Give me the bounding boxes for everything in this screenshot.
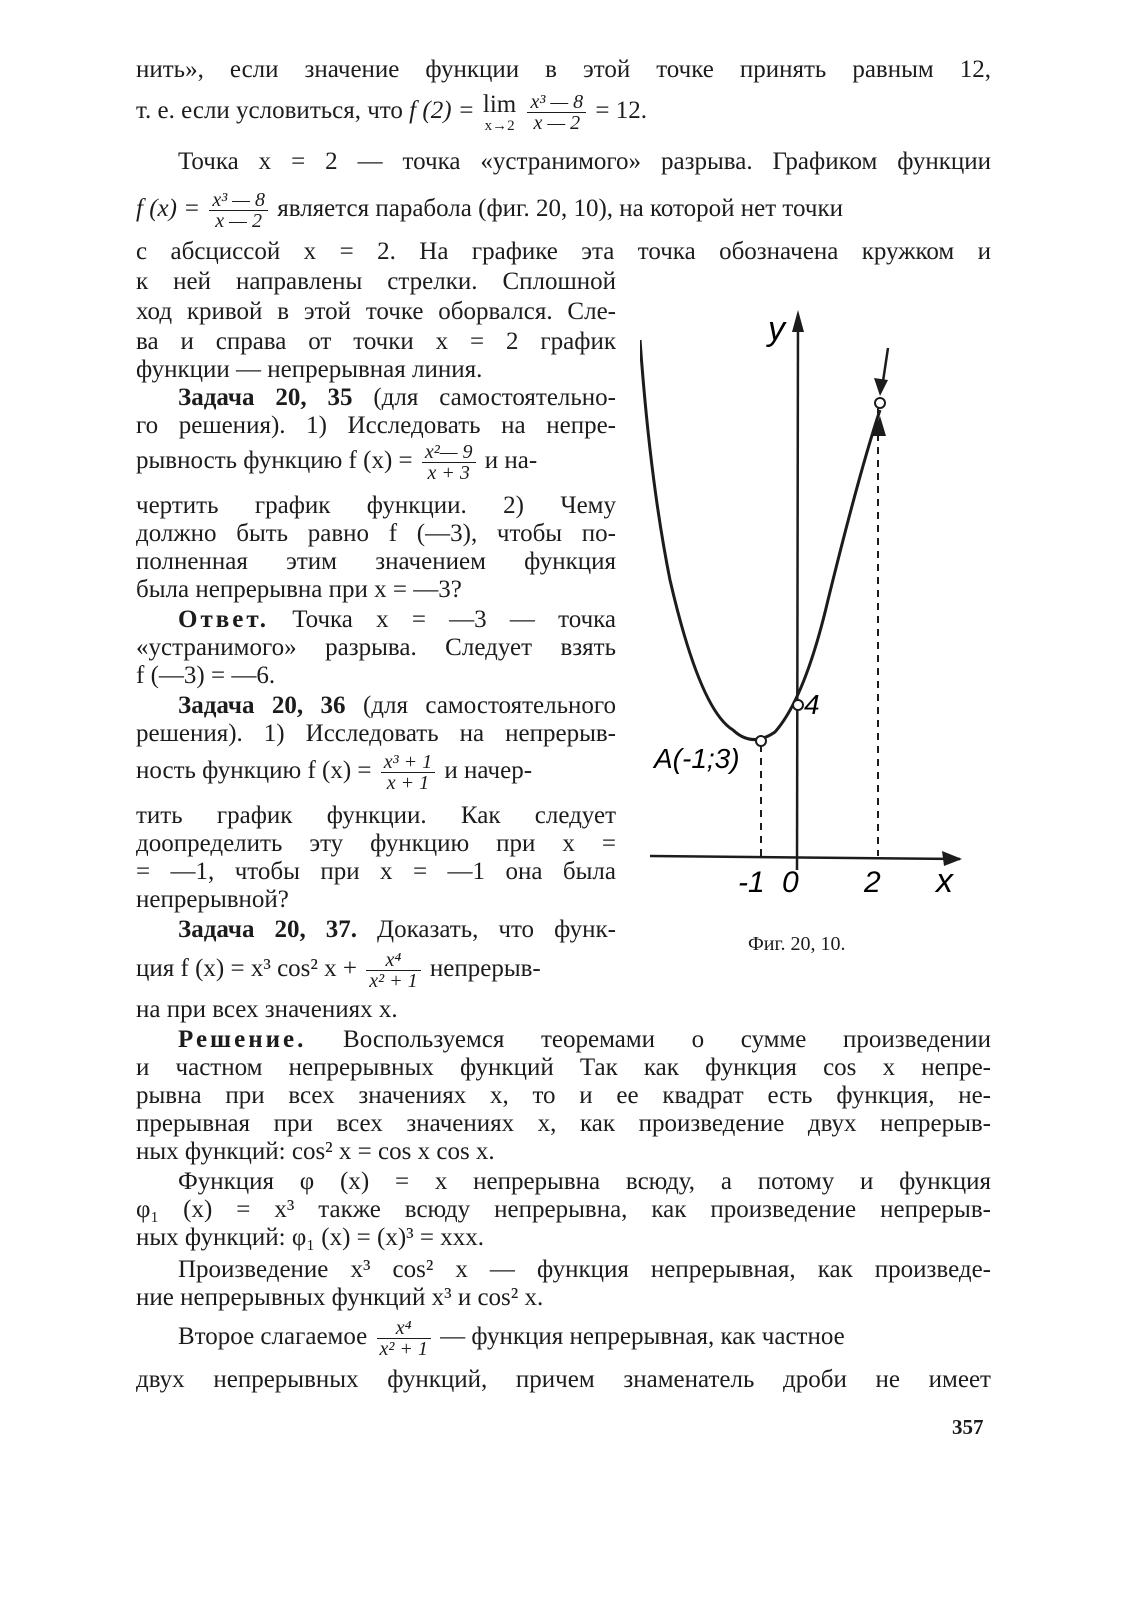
y-intercept-point-circle: [793, 700, 803, 710]
figure-caption: Фиг. 20, 10.: [748, 933, 846, 955]
point-4-label: 4: [804, 689, 820, 720]
problem-heading: Задача 20, 35 (для самостоятельно-: [178, 384, 616, 411]
text-line-function: ность функцию f (x) = $\frac{\text{x³ + 1}}{x + 1}$ и начер-: [136, 751, 533, 794]
x-axis-label: x: [936, 862, 953, 900]
text-line: ных функций: φ₁ (x) = (x)³ = xxx.: [136, 1224, 484, 1251]
y-axis: [797, 320, 798, 870]
page-number: 357: [952, 1415, 984, 1439]
text-line-function: ция f (x) = x³ cos² x + $\frac{\text{x⁴}}{\text{x² + 1}}$ непрерыв-: [136, 949, 541, 992]
y-axis-arrow: [792, 310, 804, 332]
x-axis: [650, 856, 960, 859]
text-line: Произведение x³ cos² x — функция непрерывная, как произведе-: [178, 1256, 991, 1283]
text-line: рывна при всех значениях x, то и ее квадрат есть функция, не-: [136, 1082, 991, 1109]
text-line-function: f (x) = $\frac{\text{x³ — 8}}{x — 2}$ является парабола (фиг. 20, 10), на которой нет точки: [136, 189, 843, 232]
limit-operator: lim x→2: [482, 91, 517, 134]
text-line: решения). 1) Исследовать на непрерыв-: [136, 720, 616, 747]
text-line: с абсциссой x = 2. На графике эта точка обозначена кружком и: [136, 238, 991, 265]
fraction: $\frac{\text{x³ + 1}}{x + 1}$: [381, 752, 435, 793]
text-line: полненная этим значением функция: [136, 548, 616, 575]
text-line: должно быть равно f (—3), чтобы по-: [136, 520, 616, 547]
parabola-curve: [640, 340, 880, 740]
text-line: «устранимого» разрыва. Следует взять: [136, 634, 616, 661]
math-expression: f (2) =: [409, 97, 475, 125]
text-line: ных функций: cos² x = cos x cos x.: [136, 1138, 495, 1165]
text-line: функции — непрерывная линия.: [136, 356, 483, 383]
text-line: и частном непрерывных функций Так как функция cos x непре-: [136, 1054, 991, 1081]
arrow-down-head: [874, 378, 888, 396]
text-line: чертить график функции. 2) Чему: [136, 492, 616, 519]
text-line: го решения). 1) Исследовать на непре-: [136, 412, 616, 439]
parabola-figure: [640, 300, 980, 900]
text-line: доопределить эту функцию при x =: [136, 830, 616, 857]
math-expression: f (x) =: [136, 195, 201, 223]
removed-point-circle: [875, 398, 885, 408]
text-line: к ней направлены стрелки. Сплошной: [136, 268, 616, 295]
text-line: была непрерывна при x = —3?: [136, 576, 462, 603]
text-line-function: Второе слагаемое $\frac{\text{x⁴}}{\text{x² + 1}}$ — функция непрерывная, как частное: [178, 1317, 845, 1360]
text-line-function: рывность функцию f (x) = $\frac{\text{x²— 9}}{x + 3}$ и на-: [136, 441, 538, 484]
text-line: на при всех значениях x.: [136, 996, 398, 1023]
text-line: ход кривой в этой точке оборвался. Сле-: [136, 298, 616, 325]
tick-label-neg1: -1: [738, 866, 765, 899]
fraction: $\frac{\text{x⁴}}{\text{x² + 1}}$: [366, 950, 420, 991]
text-line: ние непрерывных функций x³ и cos² x.: [136, 1284, 544, 1311]
fraction: $\frac{\text{x³ — 8}}{x — 2}$: [209, 190, 268, 231]
text-line: f (—3) = —6.: [136, 662, 276, 689]
problem-heading: Задача 20, 37. Доказать, что функ-: [178, 916, 616, 943]
text-line: Точка x = 2 — точка «устранимого» разрыва. Графиком функции: [178, 148, 991, 175]
vertex-point-circle: [756, 736, 766, 746]
fraction: $\frac{\text{x⁴}}{\text{x² + 1}}$: [377, 1318, 431, 1359]
solution-heading: Решение. Воспользуемся теоремами о сумме произведении: [178, 1026, 992, 1053]
fraction: $\frac{\text{x³ — 8}}{x — 2}$: [527, 92, 586, 133]
fraction: $\frac{\text{x²— 9}}{x + 3}$: [422, 442, 476, 483]
point-a-label: A(-1;3): [654, 743, 740, 774]
answer-line: Ответ. Точка x = —3 — точка: [178, 606, 617, 633]
y-axis-label: y: [768, 310, 785, 348]
text-line: = —1, чтобы при x = —1 она была: [136, 858, 616, 885]
text-line: ва и справа от точки x = 2 график: [136, 328, 616, 355]
text-line: тить график функции. Как следует: [136, 802, 616, 829]
text-line: прерывная при всех значениях x, как произведение двух непрерыв-: [136, 1110, 991, 1137]
text-line: Функция φ (x) = x непрерывна всюду, а потому и функция: [178, 1168, 991, 1195]
text-line: нить», если значение функции в этой точке принять равным 12,: [136, 56, 991, 83]
text-line: φ₁ (x) = x³ также всюду непрерывна, как произведение непрерыв-: [136, 1196, 991, 1223]
text-line: двух непрерывных функций, причем знаменатель дроби не имеет: [136, 1366, 991, 1393]
text-line-limit: т. е. если условиться, что f (2) = lim x→2 $\frac{\text{x³ — 8}}{x — 2}$ = 12.: [136, 91, 647, 134]
problem-heading: Задача 20, 36 (для самостоятельного: [178, 692, 616, 719]
tick-label-2: 2: [864, 866, 881, 899]
text-line: непрерывной?: [136, 886, 289, 913]
tick-label-0: 0: [782, 866, 799, 899]
